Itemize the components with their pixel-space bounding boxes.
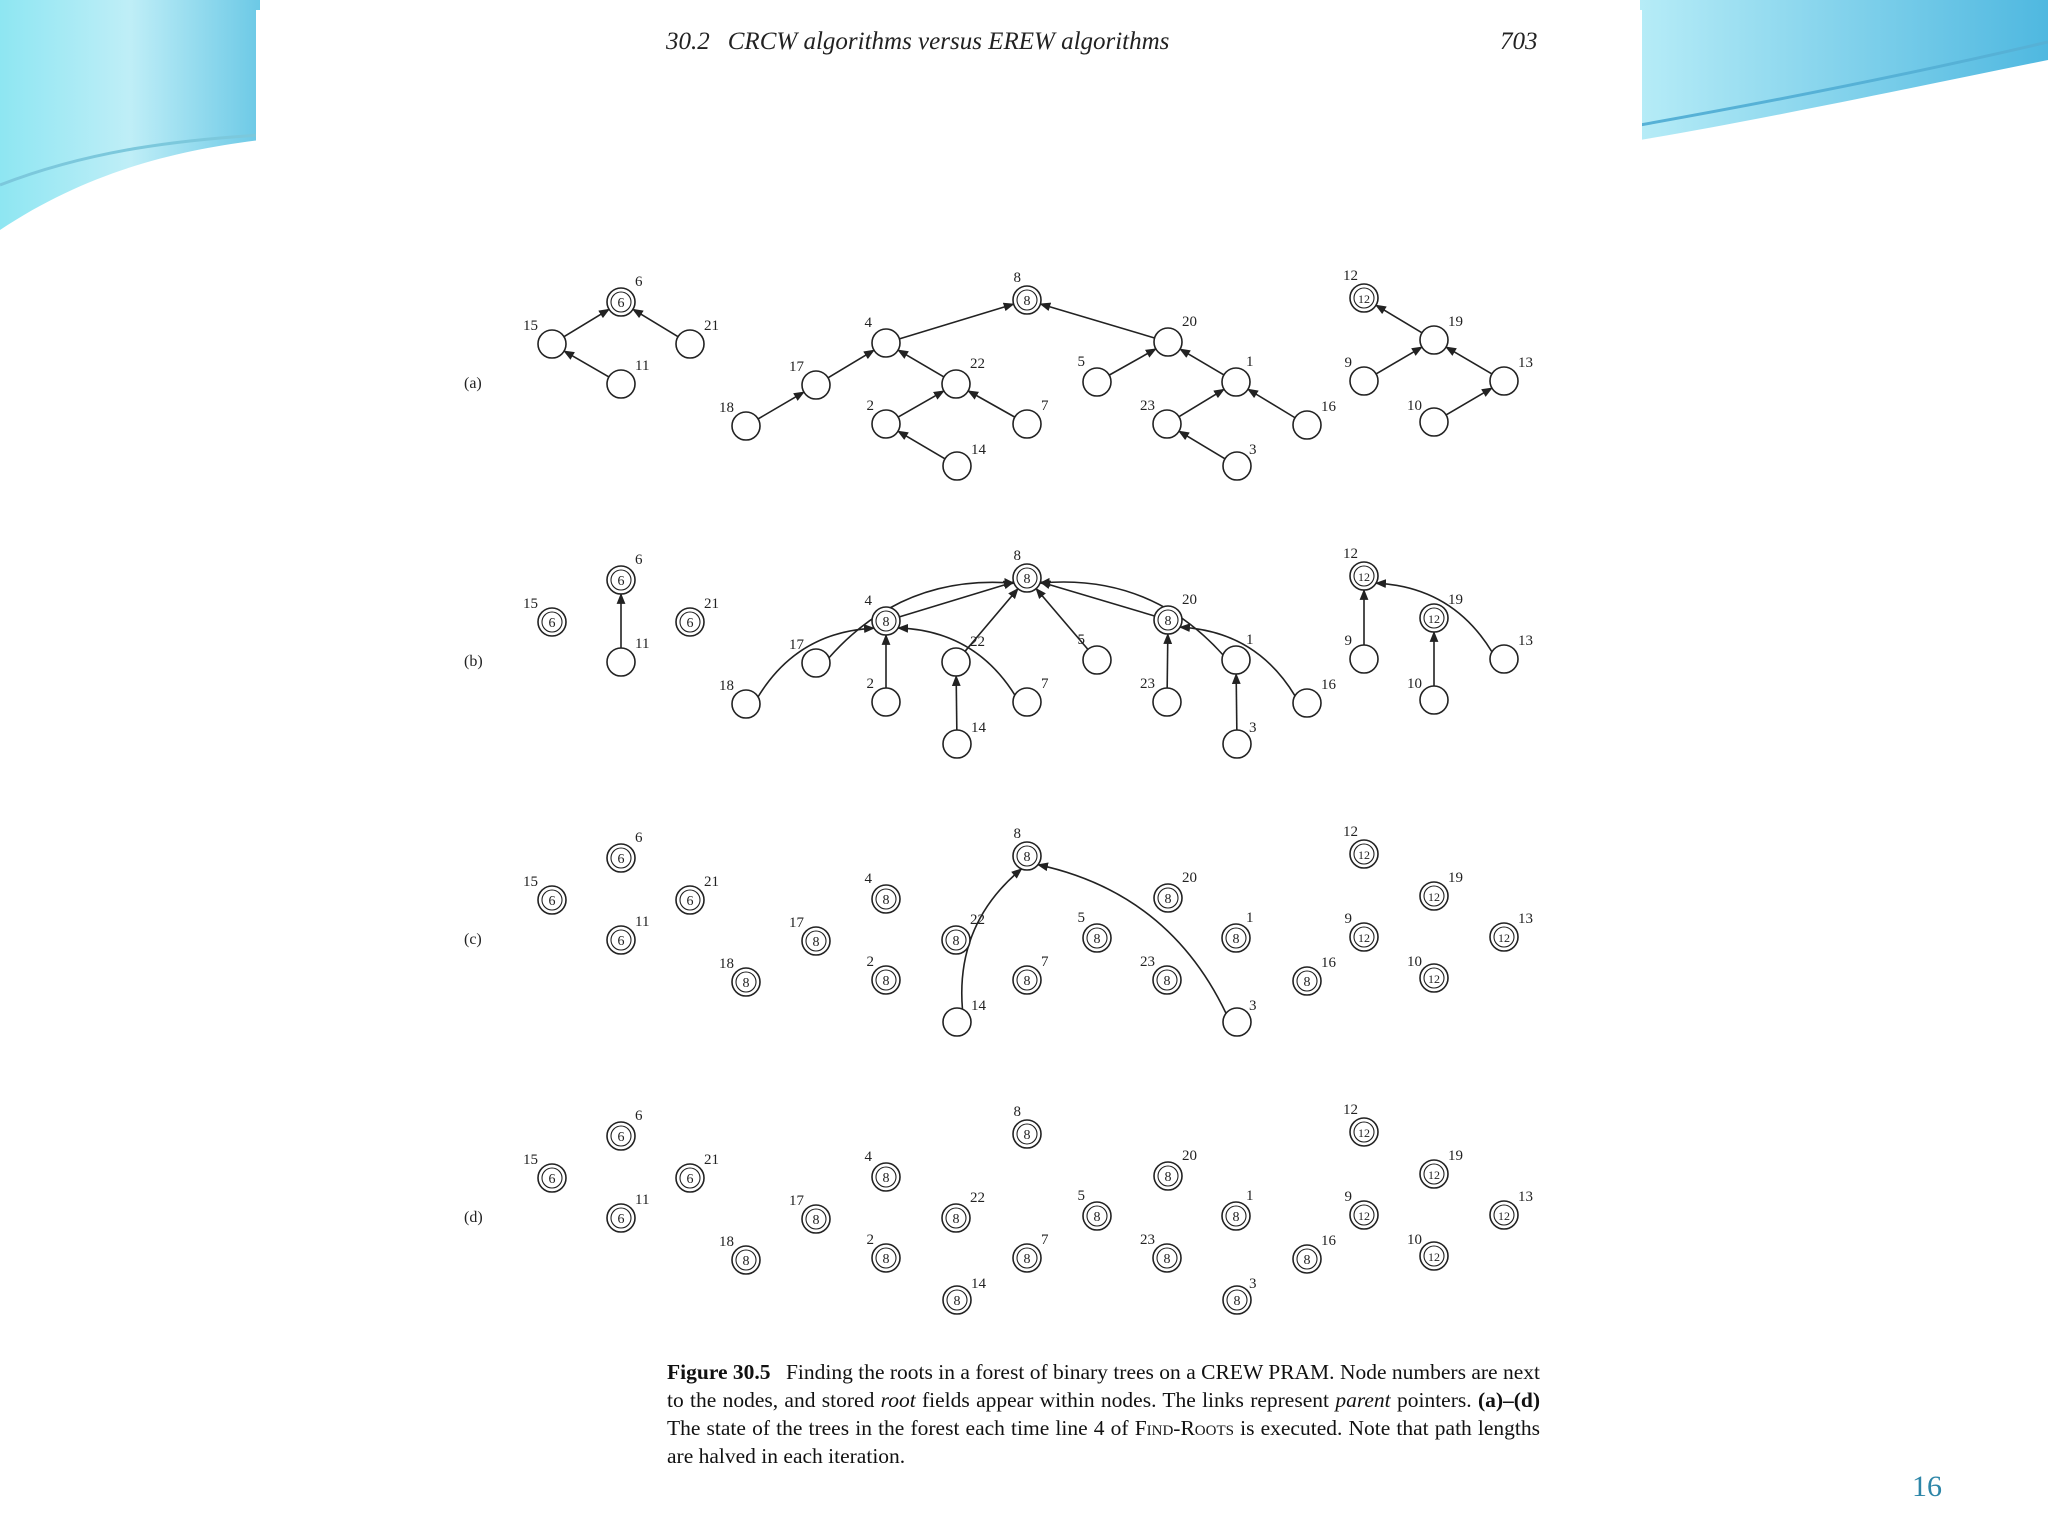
node-number: 6 — [635, 552, 643, 568]
tree-node — [872, 329, 900, 357]
parent-pointer-edge — [1180, 349, 1224, 375]
root-field-value: 12 — [1498, 931, 1510, 945]
tree-node — [732, 690, 760, 718]
root-field-value: 6 — [548, 894, 556, 909]
parent-pointer-edge — [898, 391, 944, 417]
root-field-value: 6 — [617, 1130, 625, 1145]
node-number: 2 — [866, 954, 874, 970]
root-field-value: 8 — [1164, 892, 1172, 907]
parent-pointer-edge — [1109, 349, 1156, 375]
root-field-value: 12 — [1358, 848, 1370, 862]
node-number: 8 — [1013, 548, 1021, 564]
tree-node — [802, 649, 830, 677]
node-number: 5 — [1077, 1188, 1085, 1204]
root-field-value: 6 — [686, 1172, 694, 1187]
root-field-value: 8 — [1303, 1253, 1311, 1268]
tree-node — [732, 412, 760, 440]
node-number: 2 — [866, 398, 874, 414]
node-number: 10 — [1407, 398, 1422, 414]
node-number: 16 — [1321, 677, 1336, 693]
tree-node — [1222, 368, 1250, 396]
tree-node — [1420, 686, 1448, 714]
node-number: 9 — [1344, 355, 1352, 371]
root-field-value: 8 — [882, 974, 890, 989]
root-field-value: 6 — [686, 894, 694, 909]
tree-node — [1350, 367, 1378, 395]
parent-pointer-edge — [1236, 674, 1237, 730]
node-number: 9 — [1344, 1189, 1352, 1205]
node-number: 5 — [1077, 910, 1085, 926]
tree-node — [1083, 646, 1111, 674]
node-number: 10 — [1407, 676, 1422, 692]
node-number: 7 — [1041, 398, 1049, 414]
panel-label: (d) — [464, 1209, 483, 1226]
root-field-value: 8 — [1023, 1128, 1031, 1143]
node-number: 17 — [789, 915, 804, 931]
node-number: 22 — [970, 912, 985, 928]
node-number: 20 — [1182, 1148, 1197, 1164]
root-field-value: 8 — [882, 893, 890, 908]
root-field-value: 8 — [1093, 932, 1101, 947]
root-field-value: 8 — [1233, 1294, 1241, 1309]
parent-pointer-edge — [968, 391, 1015, 417]
node-number: 1 — [1246, 632, 1254, 648]
tree-node — [1223, 730, 1251, 758]
node-number: 8 — [1013, 826, 1021, 842]
node-number: 17 — [789, 359, 804, 375]
root-field-value: 8 — [1303, 975, 1311, 990]
node-number: 9 — [1344, 911, 1352, 927]
root-field-value: 8 — [882, 1252, 890, 1267]
tree-node — [1083, 368, 1111, 396]
node-number: 21 — [704, 1152, 719, 1168]
node-number: 13 — [1518, 633, 1533, 649]
caption-label: Figure 30.5 — [667, 1360, 771, 1384]
parent-pointer-edge — [1376, 347, 1422, 374]
tree-node — [802, 371, 830, 399]
node-number: 20 — [1182, 314, 1197, 330]
root-field-value: 8 — [1163, 974, 1171, 989]
root-field-value: 12 — [1428, 1250, 1440, 1264]
root-field-value: 8 — [812, 935, 820, 950]
root-field-value: 8 — [1232, 1210, 1240, 1225]
parent-pointer-edge — [956, 676, 957, 730]
root-field-value: 8 — [1023, 850, 1031, 865]
root-field-value: 12 — [1358, 292, 1370, 306]
node-number: 12 — [1343, 824, 1358, 840]
node-number: 16 — [1321, 1233, 1336, 1249]
root-field-value: 8 — [1023, 1252, 1031, 1267]
node-number: 12 — [1343, 546, 1358, 562]
parent-pointer-edge — [1179, 431, 1225, 459]
root-field-value: 6 — [548, 1172, 556, 1187]
node-number: 20 — [1182, 870, 1197, 886]
root-field-value: 12 — [1358, 931, 1370, 945]
node-number: 22 — [970, 1190, 985, 1206]
tree-node — [1223, 1008, 1251, 1036]
root-field-value: 6 — [617, 296, 625, 311]
node-number: 14 — [971, 442, 986, 458]
node-number: 19 — [1448, 314, 1463, 330]
tree-node — [607, 648, 635, 676]
panel-label: (c) — [464, 931, 482, 948]
root-field-value: 12 — [1428, 612, 1440, 626]
root-field-value: 8 — [1023, 294, 1031, 309]
node-number: 22 — [970, 634, 985, 650]
parent-pointer-edge — [1179, 389, 1224, 416]
node-number: 4 — [864, 1149, 872, 1165]
root-field-value: 12 — [1428, 972, 1440, 986]
node-number: 10 — [1407, 1232, 1422, 1248]
tree-node — [1013, 410, 1041, 438]
parent-pointer-edge — [1038, 865, 1226, 1014]
node-number: 13 — [1518, 1189, 1533, 1205]
node-number: 7 — [1041, 676, 1049, 692]
root-field-value: 6 — [617, 852, 625, 867]
root-field-value: 8 — [1023, 572, 1031, 587]
node-number: 3 — [1249, 1276, 1257, 1292]
node-number: 11 — [635, 636, 650, 652]
root-field-value: 6 — [617, 574, 625, 589]
node-number: 18 — [719, 400, 734, 416]
node-number: 11 — [635, 358, 650, 374]
tree-node — [1223, 452, 1251, 480]
node-number: 23 — [1140, 954, 1155, 970]
node-number: 5 — [1077, 632, 1085, 648]
node-number: 23 — [1140, 676, 1155, 692]
tree-node — [1222, 646, 1250, 674]
node-number: 23 — [1140, 398, 1155, 414]
root-field-value: 12 — [1428, 1168, 1440, 1182]
node-number: 7 — [1041, 1232, 1049, 1248]
node-number: 1 — [1246, 910, 1254, 926]
root-field-value: 8 — [1164, 1170, 1172, 1185]
tree-node — [1420, 408, 1448, 436]
node-number: 15 — [523, 318, 538, 334]
node-number: 6 — [635, 1108, 643, 1124]
tree-node — [1293, 689, 1321, 717]
node-number: 15 — [523, 1152, 538, 1168]
panel-label: (a) — [464, 375, 482, 392]
node-number: 3 — [1249, 442, 1257, 458]
tree-node — [943, 730, 971, 758]
root-field-value: 12 — [1428, 890, 1440, 904]
node-number: 4 — [864, 315, 872, 331]
figure-caption: Figure 30.5 Finding the roots in a forest of binary trees on a CREW PRAM. Node numbers are next to the nodes, and stored root fields appear within nodes. The links represent parent pointers. (a)–(d) The state of the trees in the forest each time line 4 of Find-Roots is executed. Note that path lengths are halved in each iteration. — [667, 1360, 1541, 1468]
tree-node — [943, 1008, 971, 1036]
node-number: 3 — [1249, 720, 1257, 736]
parent-pointer-edge — [758, 392, 804, 419]
tree-node — [607, 370, 635, 398]
parent-pointer-edge — [1446, 347, 1492, 374]
node-number: 17 — [789, 637, 804, 653]
tree-node — [1490, 645, 1518, 673]
node-number: 14 — [971, 720, 986, 736]
tree-node — [1350, 645, 1378, 673]
node-number: 15 — [523, 874, 538, 890]
root-field-value: 6 — [686, 616, 694, 631]
root-field-value: 8 — [882, 1171, 890, 1186]
root-field-value: 8 — [952, 1212, 960, 1227]
node-number: 13 — [1518, 911, 1533, 927]
node-number: 16 — [1321, 399, 1336, 415]
node-number: 22 — [970, 356, 985, 372]
root-field-value: 8 — [1023, 974, 1031, 989]
root-field-value: 8 — [1164, 614, 1172, 629]
tree-node — [872, 688, 900, 716]
parent-pointer-edge — [1248, 389, 1295, 417]
parent-pointer-edge — [1040, 304, 1154, 338]
node-number: 6 — [635, 274, 643, 290]
root-field-value: 8 — [812, 1213, 820, 1228]
node-number: 2 — [866, 1232, 874, 1248]
parent-pointer-edge — [899, 304, 1013, 339]
root-field-value: 8 — [952, 934, 960, 949]
root-field-value: 12 — [1358, 570, 1370, 584]
node-number: 21 — [704, 874, 719, 890]
node-number: 20 — [1182, 592, 1197, 608]
node-number: 12 — [1343, 1102, 1358, 1118]
tree-node — [1420, 326, 1448, 354]
parent-pointer-edge — [828, 350, 874, 378]
tree-node — [1293, 411, 1321, 439]
parent-pointer-edge — [899, 582, 1013, 617]
tree-node — [872, 410, 900, 438]
node-number: 12 — [1343, 268, 1358, 284]
tree-node — [1154, 328, 1182, 356]
tree-node — [1490, 367, 1518, 395]
root-field-value: 8 — [882, 615, 890, 630]
tree-node — [943, 452, 971, 480]
book-page-number: 703 — [1500, 28, 1538, 55]
node-number: 11 — [635, 914, 650, 930]
tree-node — [538, 330, 566, 358]
node-number: 19 — [1448, 870, 1463, 886]
root-field-value: 8 — [742, 1254, 750, 1269]
parent-pointer-edge — [898, 350, 944, 377]
node-number: 21 — [704, 318, 719, 334]
parent-pointer-edge — [1167, 634, 1168, 688]
parent-pointer-edge — [633, 309, 678, 336]
tree-node — [676, 330, 704, 358]
root-field-value: 8 — [1093, 1210, 1101, 1225]
section-title: CRCW algorithms versus EREW algorithms — [727, 28, 1170, 55]
node-number: 17 — [789, 1193, 804, 1209]
section-number: 30.2 — [666, 28, 710, 55]
tree-node — [1013, 688, 1041, 716]
parent-pointer-edge — [564, 309, 609, 336]
node-number: 15 — [523, 596, 538, 612]
node-number: 21 — [704, 596, 719, 612]
tree-node — [942, 370, 970, 398]
node-number: 1 — [1246, 354, 1254, 370]
root-field-value: 8 — [1163, 1252, 1171, 1267]
node-number: 4 — [864, 593, 872, 609]
node-number: 2 — [866, 676, 874, 692]
node-number: 18 — [719, 1234, 734, 1250]
root-field-value: 8 — [742, 976, 750, 991]
root-field-value: 6 — [548, 616, 556, 631]
node-number: 16 — [1321, 955, 1336, 971]
tree-node — [1153, 410, 1181, 438]
parent-pointer-edge — [1446, 388, 1492, 415]
node-number: 13 — [1518, 355, 1533, 371]
root-field-value: 8 — [953, 1294, 961, 1309]
node-number: 11 — [635, 1192, 650, 1208]
tree-node — [1153, 688, 1181, 716]
root-field-value: 12 — [1498, 1209, 1510, 1223]
node-number: 14 — [971, 998, 986, 1014]
node-number: 23 — [1140, 1232, 1155, 1248]
parent-pointer-edge — [898, 431, 945, 459]
node-number: 8 — [1013, 1104, 1021, 1120]
node-number: 18 — [719, 956, 734, 972]
node-number: 18 — [719, 678, 734, 694]
parent-pointer-edge — [829, 582, 1014, 657]
slide-number: 16 — [1912, 1470, 1942, 1503]
node-number: 5 — [1077, 354, 1085, 370]
root-field-value: 12 — [1358, 1209, 1370, 1223]
root-field-value: 12 — [1358, 1126, 1370, 1140]
node-number: 4 — [864, 871, 872, 887]
node-number: 7 — [1041, 954, 1049, 970]
node-number: 3 — [1249, 998, 1257, 1014]
node-number: 19 — [1448, 1148, 1463, 1164]
root-field-value: 6 — [617, 934, 625, 949]
root-field-value: 6 — [617, 1212, 625, 1227]
parent-pointer-edge — [1376, 305, 1422, 333]
node-number: 6 — [635, 830, 643, 846]
parent-pointer-edge — [564, 351, 609, 377]
root-field-value: 8 — [1232, 932, 1240, 947]
tree-node — [942, 648, 970, 676]
parent-pointer-edge — [1040, 582, 1154, 616]
node-number: 1 — [1246, 1188, 1254, 1204]
panel-label: (b) — [464, 653, 483, 670]
node-number: 19 — [1448, 592, 1463, 608]
node-number: 14 — [971, 1276, 986, 1292]
node-number: 8 — [1013, 270, 1021, 286]
node-number: 10 — [1407, 954, 1422, 970]
node-number: 9 — [1344, 633, 1352, 649]
